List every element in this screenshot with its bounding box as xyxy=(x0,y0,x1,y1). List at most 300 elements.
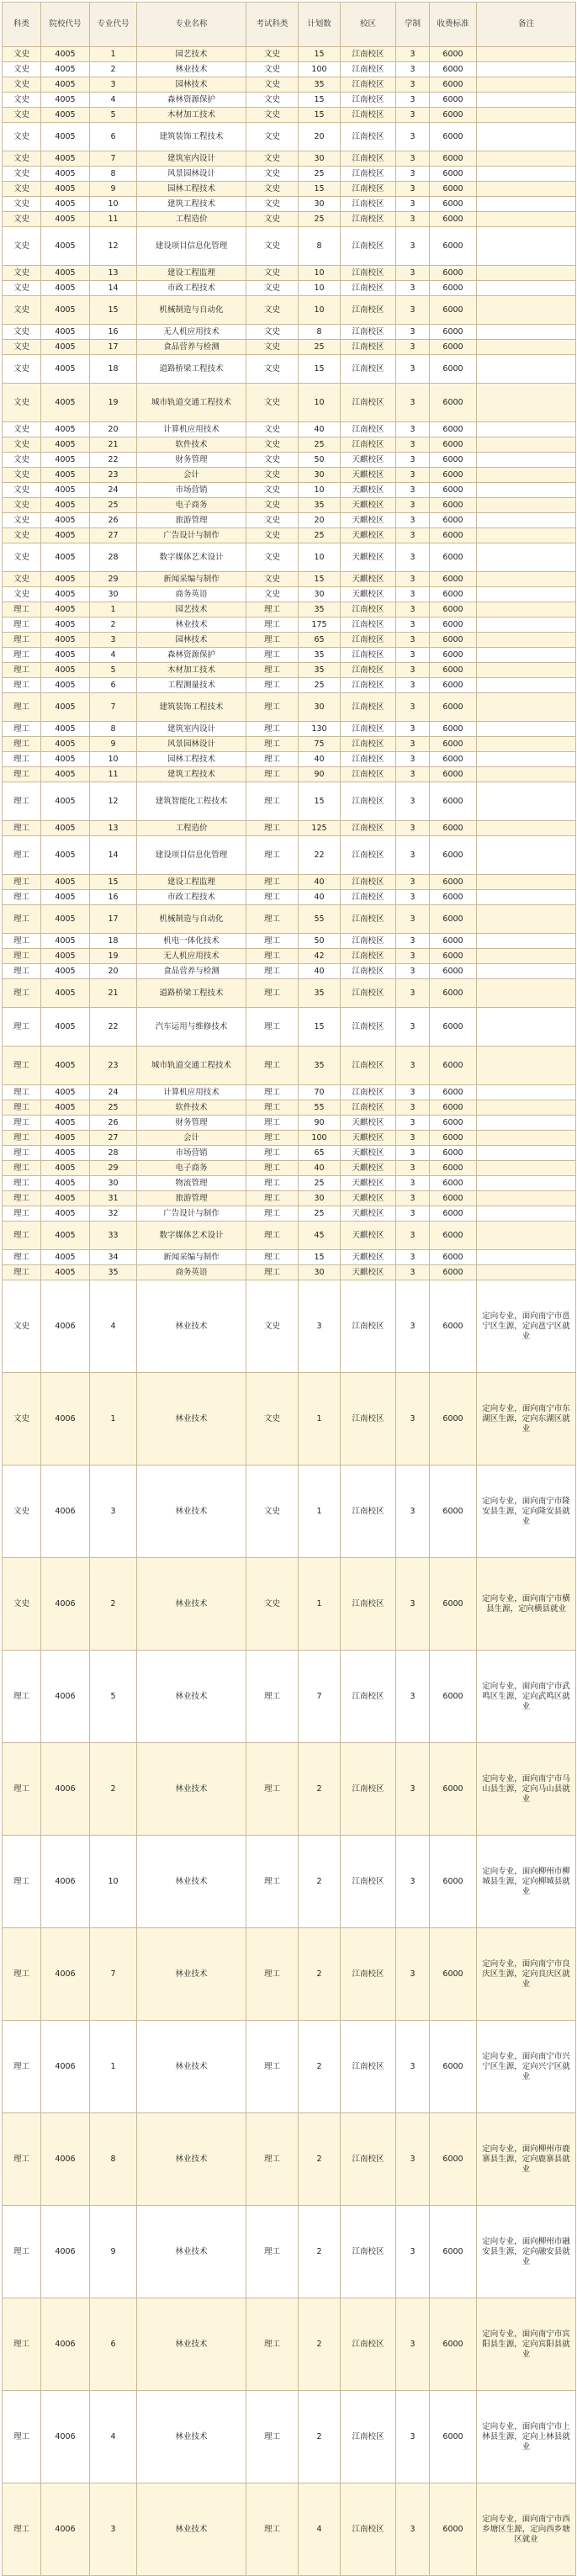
cell-exam-category: 理工 xyxy=(246,890,299,905)
cell-school-code: 4006 xyxy=(41,1928,90,2021)
cell-major-code: 32 xyxy=(90,1206,137,1222)
cell-remarks xyxy=(477,1250,576,1265)
cell-major-name: 财务管理 xyxy=(137,1116,246,1131)
cell-remarks xyxy=(477,212,576,227)
cell-school-code: 4005 xyxy=(41,1008,90,1047)
table-row xyxy=(3,543,576,572)
table-row xyxy=(3,1047,576,1085)
cell-school-code: 4005 xyxy=(41,325,90,340)
cell-category: 理工 xyxy=(3,2206,41,2298)
cell-major-name: 林业技术 xyxy=(137,617,246,633)
cell-duration: 3 xyxy=(396,1206,430,1222)
cell-major-code: 19 xyxy=(90,384,137,422)
cell-fee: 6000 xyxy=(430,890,477,905)
cell-major-code: 14 xyxy=(90,836,137,875)
cell-major-code: 1 xyxy=(90,47,137,62)
cell-category: 文史 xyxy=(3,212,41,227)
table-row xyxy=(3,821,576,836)
cell-major-name: 林业技术 xyxy=(137,1558,246,1651)
cell-duration: 3 xyxy=(396,167,430,182)
cell-category: 理工 xyxy=(3,633,41,648)
cell-remarks xyxy=(477,151,576,167)
cell-major-code: 7 xyxy=(90,693,137,722)
cell-major-code: 12 xyxy=(90,782,137,821)
cell-fee: 6000 xyxy=(430,782,477,821)
cell-category: 理工 xyxy=(3,1222,41,1250)
cell-duration: 3 xyxy=(396,737,430,752)
cell-fee: 6000 xyxy=(430,1100,477,1116)
cell-campus: 江南校区 xyxy=(341,693,396,722)
cell-exam-category: 文史 xyxy=(246,108,299,123)
cell-campus: 江南校区 xyxy=(341,633,396,648)
cell-duration: 3 xyxy=(396,663,430,678)
cell-exam-category: 理工 xyxy=(246,979,299,1008)
cell-campus: 天麒校区 xyxy=(341,1222,396,1250)
cell-major-code: 9 xyxy=(90,737,137,752)
cell-category: 理工 xyxy=(3,663,41,678)
cell-school-code: 4005 xyxy=(41,890,90,905)
cell-duration: 3 xyxy=(396,2206,430,2298)
cell-remarks xyxy=(477,693,576,722)
cell-plan-count: 40 xyxy=(299,964,341,979)
cell-major-name: 建筑装饰工程技术 xyxy=(137,123,246,151)
cell-campus: 江南校区 xyxy=(341,1280,396,1373)
cell-major-code: 6 xyxy=(90,678,137,693)
cell-school-code: 4005 xyxy=(41,693,90,722)
cell-fee: 6000 xyxy=(430,296,477,325)
cell-plan-count: 8 xyxy=(299,325,341,340)
header-remarks: 备注 xyxy=(477,3,576,47)
cell-major-name: 木材加工技术 xyxy=(137,663,246,678)
cell-plan-count: 45 xyxy=(299,1222,341,1250)
cell-fee: 6000 xyxy=(430,1116,477,1131)
cell-campus: 天麒校区 xyxy=(341,1131,396,1146)
cell-school-code: 4006 xyxy=(41,1558,90,1651)
cell-major-code: 21 xyxy=(90,979,137,1008)
cell-campus: 江南校区 xyxy=(341,2206,396,2298)
cell-remarks xyxy=(477,1085,576,1100)
cell-duration: 3 xyxy=(396,1928,430,2021)
cell-duration: 3 xyxy=(396,964,430,979)
cell-exam-category: 理工 xyxy=(246,1250,299,1265)
cell-category: 文史 xyxy=(3,355,41,384)
table-row xyxy=(3,483,576,498)
cell-plan-count: 25 xyxy=(299,1206,341,1222)
cell-plan-count: 10 xyxy=(299,266,341,281)
cell-exam-category: 理工 xyxy=(246,2483,299,2576)
cell-plan-count: 10 xyxy=(299,384,341,422)
cell-duration: 3 xyxy=(396,2021,430,2113)
cell-exam-category: 理工 xyxy=(246,1146,299,1161)
cell-remarks xyxy=(477,905,576,934)
cell-remarks xyxy=(477,77,576,93)
cell-exam-category: 理工 xyxy=(246,678,299,693)
cell-school-code: 4005 xyxy=(41,197,90,212)
cell-remarks: 定向专业，面向南宁市横县生源，定向横县就业 xyxy=(477,1558,576,1651)
cell-exam-category: 文史 xyxy=(246,325,299,340)
cell-campus: 天麒校区 xyxy=(341,1176,396,1191)
cell-exam-category: 文史 xyxy=(246,1558,299,1651)
cell-duration: 3 xyxy=(396,1222,430,1250)
cell-category: 理工 xyxy=(3,1836,41,1928)
cell-major-name: 旅游管理 xyxy=(137,513,246,528)
cell-exam-category: 文史 xyxy=(246,1373,299,1466)
cell-campus: 江南校区 xyxy=(341,93,396,108)
cell-duration: 3 xyxy=(396,722,430,737)
cell-remarks xyxy=(477,602,576,617)
cell-school-code: 4005 xyxy=(41,1250,90,1265)
cell-major-name: 林业技术 xyxy=(137,1651,246,1743)
cell-category: 文史 xyxy=(3,1280,41,1373)
cell-plan-count: 10 xyxy=(299,296,341,325)
cell-exam-category: 理工 xyxy=(246,617,299,633)
cell-major-code: 35 xyxy=(90,1265,137,1280)
cell-category: 理工 xyxy=(3,1191,41,1206)
cell-major-name: 机械制造与自动化 xyxy=(137,905,246,934)
table-row xyxy=(3,1222,576,1250)
cell-plan-count: 100 xyxy=(299,1131,341,1146)
cell-school-code: 4006 xyxy=(41,2391,90,2483)
table-body xyxy=(3,47,576,2576)
cell-school-code: 4005 xyxy=(41,355,90,384)
cell-major-name: 工程测量技术 xyxy=(137,678,246,693)
cell-major-code: 6 xyxy=(90,2298,137,2391)
cell-category: 理工 xyxy=(3,752,41,767)
cell-plan-count: 65 xyxy=(299,633,341,648)
cell-campus: 天麒校区 xyxy=(341,587,396,602)
table-row xyxy=(3,2483,576,2576)
cell-major-name: 城市轨道交通工程技术 xyxy=(137,384,246,422)
cell-major-code: 1 xyxy=(90,602,137,617)
header-exam-category: 考试科类 xyxy=(246,3,299,47)
cell-school-code: 4005 xyxy=(41,821,90,836)
cell-school-code: 4005 xyxy=(41,752,90,767)
cell-exam-category: 文史 xyxy=(246,182,299,197)
header-campus: 校区 xyxy=(341,3,396,47)
cell-campus: 江南校区 xyxy=(341,767,396,782)
table-row xyxy=(3,77,576,93)
cell-fee: 6000 xyxy=(430,1146,477,1161)
table-row xyxy=(3,167,576,182)
cell-plan-count: 2 xyxy=(299,2206,341,2298)
cell-campus: 江南校区 xyxy=(341,979,396,1008)
cell-school-code: 4005 xyxy=(41,836,90,875)
cell-category: 理工 xyxy=(3,602,41,617)
cell-major-code: 3 xyxy=(90,1466,137,1558)
cell-plan-count: 35 xyxy=(299,77,341,93)
cell-duration: 3 xyxy=(396,182,430,197)
cell-category: 文史 xyxy=(3,93,41,108)
cell-remarks xyxy=(477,979,576,1008)
enrollment-plan-table-wrapper xyxy=(2,2,575,2576)
cell-major-code: 6 xyxy=(90,123,137,151)
cell-school-code: 4005 xyxy=(41,47,90,62)
cell-exam-category: 文史 xyxy=(246,266,299,281)
cell-remarks xyxy=(477,587,576,602)
cell-campus: 天麒校区 xyxy=(341,1146,396,1161)
cell-plan-count: 30 xyxy=(299,693,341,722)
cell-duration: 3 xyxy=(396,836,430,875)
cell-school-code: 4005 xyxy=(41,949,90,964)
cell-fee: 6000 xyxy=(430,2483,477,2576)
table-row xyxy=(3,1373,576,1466)
cell-remarks xyxy=(477,182,576,197)
cell-exam-category: 理工 xyxy=(246,693,299,722)
cell-category: 理工 xyxy=(3,875,41,890)
cell-fee: 6000 xyxy=(430,1743,477,1836)
cell-exam-category: 理工 xyxy=(246,767,299,782)
cell-category: 文史 xyxy=(3,77,41,93)
table-row xyxy=(3,1928,576,2021)
cell-remarks xyxy=(477,1008,576,1047)
table-row xyxy=(3,355,576,384)
cell-fee: 6000 xyxy=(430,2113,477,2206)
cell-school-code: 4005 xyxy=(41,1265,90,1280)
cell-duration: 3 xyxy=(396,1558,430,1651)
cell-duration: 3 xyxy=(396,572,430,587)
cell-major-name: 市政工程技术 xyxy=(137,890,246,905)
cell-exam-category: 文史 xyxy=(246,47,299,62)
cell-campus: 江南校区 xyxy=(341,2113,396,2206)
cell-category: 理工 xyxy=(3,1651,41,1743)
cell-plan-count: 15 xyxy=(299,108,341,123)
cell-fee: 6000 xyxy=(430,437,477,453)
enrollment-plan-table xyxy=(2,2,576,2576)
table-row xyxy=(3,572,576,587)
cell-exam-category: 理工 xyxy=(246,2113,299,2206)
cell-fee: 6000 xyxy=(430,453,477,468)
cell-major-name: 道路桥梁工程技术 xyxy=(137,979,246,1008)
cell-duration: 3 xyxy=(396,498,430,513)
cell-remarks xyxy=(477,325,576,340)
cell-duration: 3 xyxy=(396,325,430,340)
cell-exam-category: 理工 xyxy=(246,1085,299,1100)
cell-duration: 3 xyxy=(396,543,430,572)
cell-major-name: 风景园林设计 xyxy=(137,167,246,182)
cell-duration: 3 xyxy=(396,437,430,453)
table-row xyxy=(3,587,576,602)
cell-fee: 6000 xyxy=(430,483,477,498)
cell-school-code: 4005 xyxy=(41,543,90,572)
cell-major-code: 3 xyxy=(90,633,137,648)
cell-campus: 江南校区 xyxy=(341,949,396,964)
cell-fee: 6000 xyxy=(430,875,477,890)
cell-category: 理工 xyxy=(3,767,41,782)
cell-fee: 6000 xyxy=(430,979,477,1008)
cell-major-name: 无人机应用技术 xyxy=(137,325,246,340)
cell-campus: 江南校区 xyxy=(341,722,396,737)
cell-category: 理工 xyxy=(3,1743,41,1836)
cell-school-code: 4005 xyxy=(41,905,90,934)
cell-remarks xyxy=(477,1047,576,1085)
cell-category: 理工 xyxy=(3,890,41,905)
cell-campus: 江南校区 xyxy=(341,167,396,182)
cell-remarks: 定向专业，面向南宁市武鸣区生源，定向武鸣区就业 xyxy=(477,1651,576,1743)
cell-fee: 6000 xyxy=(430,528,477,543)
table-row xyxy=(3,2391,576,2483)
cell-major-code: 21 xyxy=(90,437,137,453)
cell-duration: 3 xyxy=(396,1743,430,1836)
cell-remarks xyxy=(477,167,576,182)
cell-duration: 3 xyxy=(396,108,430,123)
table-row xyxy=(3,2206,576,2298)
cell-category: 理工 xyxy=(3,949,41,964)
cell-fee: 6000 xyxy=(430,1280,477,1373)
cell-fee: 6000 xyxy=(430,934,477,949)
cell-remarks xyxy=(477,453,576,468)
cell-exam-category: 文史 xyxy=(246,355,299,384)
cell-major-name: 数字媒体艺术设计 xyxy=(137,543,246,572)
cell-exam-category: 文史 xyxy=(246,422,299,437)
cell-major-name: 林业技术 xyxy=(137,62,246,77)
cell-remarks xyxy=(477,47,576,62)
table-row xyxy=(3,528,576,543)
cell-plan-count: 15 xyxy=(299,93,341,108)
cell-exam-category: 理工 xyxy=(246,1206,299,1222)
cell-duration: 3 xyxy=(396,890,430,905)
cell-campus: 江南校区 xyxy=(341,437,396,453)
cell-duration: 3 xyxy=(396,227,430,266)
cell-exam-category: 理工 xyxy=(246,648,299,663)
cell-major-name: 园艺技术 xyxy=(137,602,246,617)
cell-duration: 3 xyxy=(396,1008,430,1047)
table-row xyxy=(3,1651,576,1743)
cell-major-name: 园林技术 xyxy=(137,77,246,93)
cell-school-code: 4005 xyxy=(41,782,90,821)
cell-plan-count: 20 xyxy=(299,513,341,528)
cell-plan-count: 175 xyxy=(299,617,341,633)
cell-school-code: 4005 xyxy=(41,722,90,737)
cell-school-code: 4005 xyxy=(41,1146,90,1161)
cell-major-code: 7 xyxy=(90,1928,137,2021)
cell-remarks xyxy=(477,663,576,678)
cell-duration: 3 xyxy=(396,2298,430,2391)
cell-campus: 江南校区 xyxy=(341,678,396,693)
cell-plan-count: 4 xyxy=(299,2483,341,2576)
cell-exam-category: 理工 xyxy=(246,602,299,617)
cell-major-name: 林业技术 xyxy=(137,1373,246,1466)
table-row xyxy=(3,693,576,722)
cell-fee: 6000 xyxy=(430,325,477,340)
cell-major-code: 2 xyxy=(90,617,137,633)
cell-major-name: 林业技术 xyxy=(137,1743,246,1836)
cell-plan-count: 2 xyxy=(299,1836,341,1928)
cell-major-name: 园艺技术 xyxy=(137,47,246,62)
cell-duration: 3 xyxy=(396,513,430,528)
cell-plan-count: 15 xyxy=(299,47,341,62)
cell-exam-category: 文史 xyxy=(246,93,299,108)
cell-school-code: 4005 xyxy=(41,62,90,77)
cell-campus: 江南校区 xyxy=(341,617,396,633)
cell-major-name: 食品营养与检测 xyxy=(137,340,246,355)
cell-school-code: 4005 xyxy=(41,663,90,678)
table-row xyxy=(3,1206,576,1222)
cell-duration: 3 xyxy=(396,2483,430,2576)
cell-plan-count: 90 xyxy=(299,767,341,782)
cell-school-code: 4006 xyxy=(41,2021,90,2113)
cell-campus: 江南校区 xyxy=(341,1836,396,1928)
cell-school-code: 4005 xyxy=(41,979,90,1008)
cell-fee: 6000 xyxy=(430,767,477,782)
cell-plan-count: 2 xyxy=(299,1928,341,2021)
cell-category: 理工 xyxy=(3,905,41,934)
cell-remarks xyxy=(477,821,576,836)
cell-duration: 3 xyxy=(396,1250,430,1265)
cell-plan-count: 7 xyxy=(299,1651,341,1743)
cell-major-code: 10 xyxy=(90,197,137,212)
cell-major-name: 市政工程技术 xyxy=(137,281,246,296)
cell-campus: 天麒校区 xyxy=(341,1250,396,1265)
table-row xyxy=(3,737,576,752)
cell-fee: 6000 xyxy=(430,602,477,617)
cell-exam-category: 理工 xyxy=(246,2021,299,2113)
cell-category: 理工 xyxy=(3,979,41,1008)
cell-campus: 江南校区 xyxy=(341,2298,396,2391)
cell-fee: 6000 xyxy=(430,1373,477,1466)
cell-duration: 3 xyxy=(396,678,430,693)
cell-duration: 3 xyxy=(396,151,430,167)
cell-school-code: 4006 xyxy=(41,1651,90,1743)
cell-category: 理工 xyxy=(3,1100,41,1116)
cell-school-code: 4005 xyxy=(41,602,90,617)
cell-remarks xyxy=(477,123,576,151)
cell-major-code: 9 xyxy=(90,182,137,197)
cell-major-name: 机电一体化技术 xyxy=(137,934,246,949)
cell-school-code: 4005 xyxy=(41,1206,90,1222)
cell-remarks xyxy=(477,437,576,453)
cell-duration: 3 xyxy=(396,1047,430,1085)
cell-fee: 6000 xyxy=(430,1222,477,1250)
table-row xyxy=(3,498,576,513)
cell-school-code: 4006 xyxy=(41,1836,90,1928)
cell-duration: 3 xyxy=(396,212,430,227)
cell-campus: 江南校区 xyxy=(341,737,396,752)
cell-remarks xyxy=(477,633,576,648)
cell-plan-count: 25 xyxy=(299,1176,341,1191)
cell-campus: 天麒校区 xyxy=(341,1265,396,1280)
cell-remarks xyxy=(477,964,576,979)
cell-fee: 6000 xyxy=(430,340,477,355)
cell-major-name: 林业技术 xyxy=(137,2483,246,2576)
cell-campus: 江南校区 xyxy=(341,782,396,821)
cell-category: 理工 xyxy=(3,1206,41,1222)
cell-exam-category: 理工 xyxy=(246,1047,299,1085)
cell-fee: 6000 xyxy=(430,905,477,934)
cell-remarks xyxy=(477,767,576,782)
cell-category: 理工 xyxy=(3,1161,41,1176)
cell-remarks xyxy=(477,949,576,964)
cell-duration: 3 xyxy=(396,1100,430,1116)
cell-remarks xyxy=(477,722,576,737)
cell-plan-count: 50 xyxy=(299,453,341,468)
cell-category: 文史 xyxy=(3,498,41,513)
cell-fee: 6000 xyxy=(430,384,477,422)
cell-category: 理工 xyxy=(3,836,41,875)
cell-major-name: 新闻采编与制作 xyxy=(137,572,246,587)
cell-category: 文史 xyxy=(3,468,41,483)
cell-school-code: 4005 xyxy=(41,572,90,587)
cell-school-code: 4006 xyxy=(41,1466,90,1558)
cell-major-name: 广告设计与制作 xyxy=(137,528,246,543)
cell-major-code: 1 xyxy=(90,2021,137,2113)
cell-campus: 天麒校区 xyxy=(341,1206,396,1222)
table-row xyxy=(3,325,576,340)
cell-plan-count: 25 xyxy=(299,528,341,543)
cell-exam-category: 理工 xyxy=(246,1161,299,1176)
cell-plan-count: 30 xyxy=(299,1191,341,1206)
cell-school-code: 4005 xyxy=(41,123,90,151)
table-row xyxy=(3,1008,576,1047)
